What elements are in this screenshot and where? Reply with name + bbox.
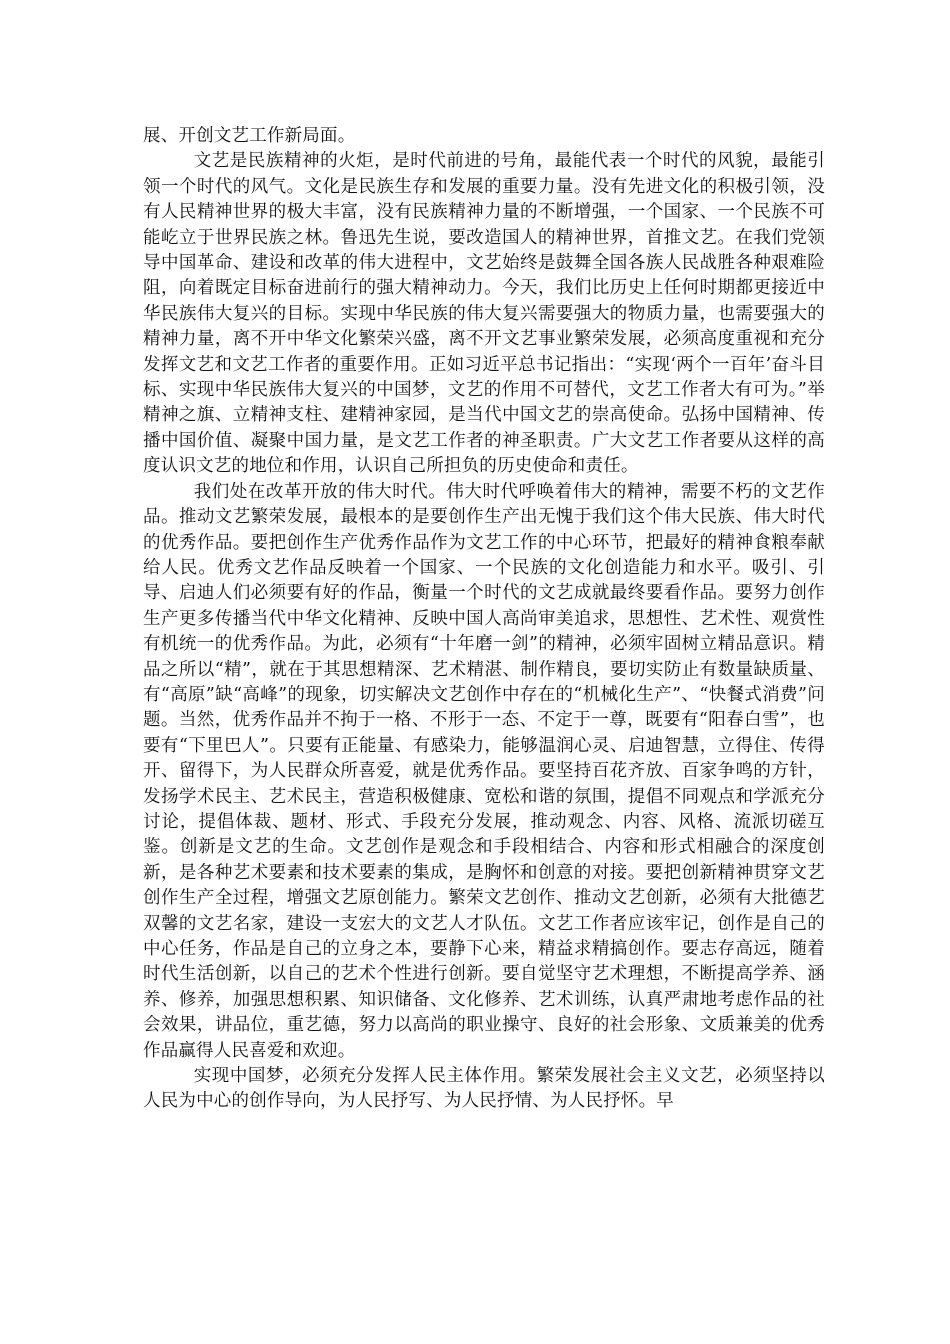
paragraph-continuation: 展、开创文艺工作新局面。 bbox=[143, 126, 356, 146]
paragraph-art-as-torch: 文艺是民族精神的火炬，是时代前进的号角，最能代表一个时代的风貌，最能引领一个时代的风气。文化是民族生存和发展的重要力量。没有先进文化的积极引领，没有人民精神世界的极大丰富，没有民族精神力量的不断增强，一个国家、一个民族不可能屹立于世界民族之林。鲁迅先生说，要改造国人的精神世界，首推文艺。在我们党领导中国革命、建设和改革的伟大进程中，文艺始终是鼓舞全国各族人民战胜各种艰难险阻，向着既定目标奋进前行的强大精神动力。今天，我们比历史上任何时期都更接近中华民族伟大复兴的目标。实现中华民族的伟大复兴需要强大的物质力量，也需要强大的精神力量，离不开中华文化繁荣兴盛，离不开文艺事业繁荣发展，必须高度重视和充分发挥文艺和文艺工作者的重要作用。正如习近平总书记指出：“实现‘两个一百年’奋斗目标、实现中华民族伟大复兴的中国梦，文艺的作用不可替代，文艺工作者大有可为。”举精神之旗、立精神支柱、建精神家园，是当代中国文艺的崇高使命。弘扬中国精神、传播中国价值、凝聚中国力量，是文艺工作者的神圣职责。广大文艺工作者要从这样的高度认识文艺的地位和作用，认识自己所担负的历史使命和责任。 bbox=[143, 151, 825, 477]
document-body bbox=[143, 124, 825, 1115]
paragraph-chinese-dream: 实现中国梦，必须充分发挥人民主体作用。繁荣发展社会主义文艺，必须坚持以人民为中心的创作导向，为人民抒写、为人民抒情、为人民抒怀。早 bbox=[143, 1066, 825, 1112]
paragraph-great-era: 我们处在改革开放的伟大时代。伟大时代呼唤着伟大的精神，需要不朽的文艺作品。推动文艺繁荣发展，最根本的是要创作生产出无愧于我们这个伟大民族、伟大时代的优秀作品。要把创作生产优秀作品作为文艺工作的中心环节，把最好的精神食粮奉献给人民。优秀文艺作品反映着一个国家、一个民族的文化创造能力和水平。吸引、引导、启迪人们必须要有好的作品，衡量一个时代的文艺成就最终要看作品。要努力创作生产更多传播当代中华文化精神、反映中国人高尚审美追求，思想性、艺术性、观赏性有机统一的优秀作品。为此，必须有“十年磨一剑”的精神，必须牢固树立精品意识。精品之所以“精”，就在于其思想精深、艺术精湛、制作精良，要切实防止有数量缺质量、有“高原”缺“高峰”的现象，切实解决文艺创作中存在的“机械化生产”、“快餐式消费”问题。当然，优秀作品并不拘于一格、不形于一态、不定于一尊，既要有“阳春白雪”，也要有“下里巴人”。只要有正能量、有感染力，能够温润心灵、启迪智慧，立得住、传得开、留得下，为人民群众所喜爱，就是优秀作品。要坚持百花齐放、百家争鸣的方针，发扬学术民主、艺术民主，营造积极健康、宽松和谐的氛围，提倡不同观点和学派充分讨论，提倡体裁、题材、形式、手段充分发展，推动观念、内容、风格、流派切磋互鉴。创新是文艺的生命。文艺创作是观念和手段相结合、内容和形式相融合的深度创新，是各种艺术要素和技术要素的集成，是胸怀和创意的对接。要把创新精神贯穿文艺创作生产全过程，增强文艺原创能力。繁荣文艺创作、推动文艺创新，必须有大批德艺双馨的文艺名家，建设一支宏大的文艺人才队伍。文艺工作者应该牢记，创作是自己的中心任务，作品是自己的立身之本，要静下心来，精益求精搞创作。要志存高远，随着时代生活创新，以自己的艺术个性进行创新。要自觉坚守艺术理想，不断提高学养、涵养、修养，加强思想积累、知识储备、文化修养、艺术训练，认真严肃地考虑作品的社会效果，讲品位，重艺德，努力以高尚的职业操守、良好的社会形象、文质兼美的优秀作品赢得人民喜爱和欢迎。 bbox=[143, 481, 825, 1061]
